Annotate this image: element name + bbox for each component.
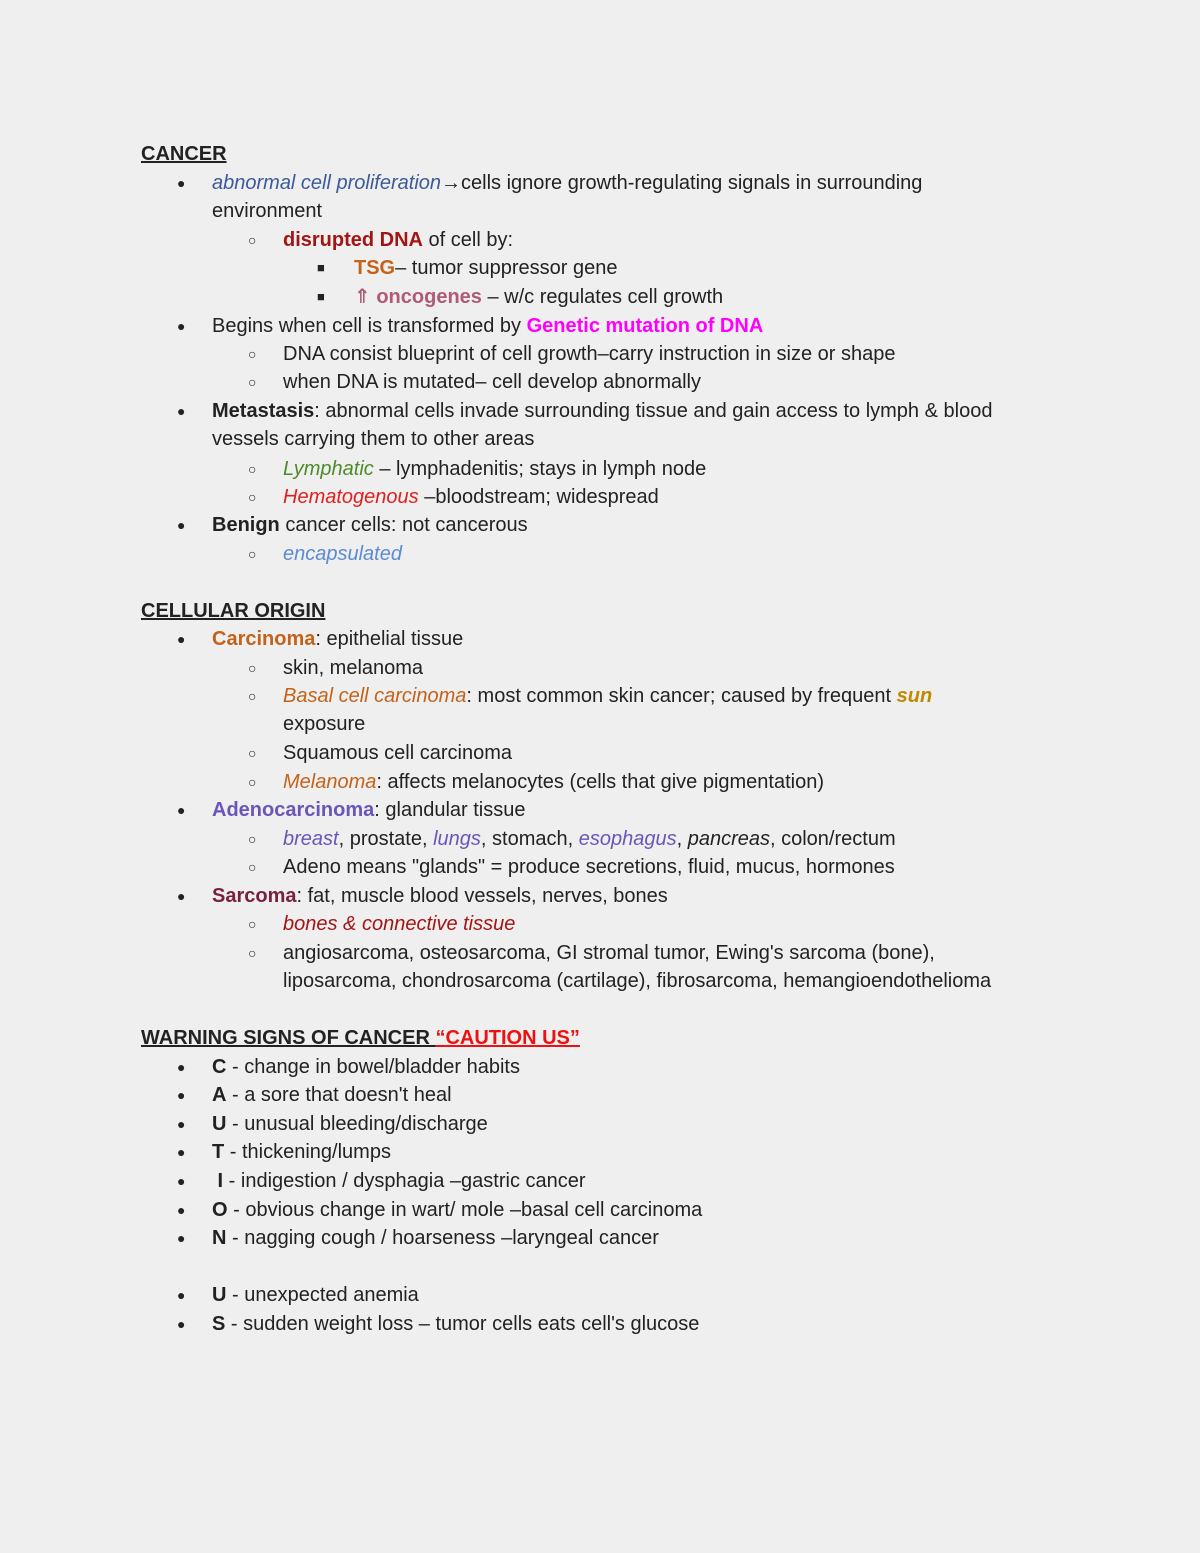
circle-bullet-icon: ○ xyxy=(248,945,257,961)
up-arrow-icon: ⇑ xyxy=(354,286,371,308)
list-item: skin, melanoma xyxy=(283,657,424,679)
list-item: when DNA is mutated– cell develop abnormally xyxy=(283,371,701,393)
term: Genetic mutation of DNA xyxy=(526,315,764,337)
term: Metastasis xyxy=(212,400,315,422)
square-bullet-icon: ■ xyxy=(317,289,325,304)
list-item xyxy=(212,1310,699,1338)
list-item xyxy=(212,169,922,197)
text: , xyxy=(676,828,688,850)
term: Carcinoma xyxy=(212,628,316,650)
bullet-icon: ● xyxy=(177,1173,186,1189)
text: - thickening/lumps xyxy=(224,1141,391,1163)
text: - obvious change in wart/ mole –basal cell carcinoma xyxy=(227,1199,703,1221)
term: lungs xyxy=(433,828,481,850)
list-item xyxy=(212,1053,520,1081)
circle-bullet-icon: ○ xyxy=(248,489,257,505)
term: Basal cell carcinoma xyxy=(283,685,467,707)
text: : affects melanocytes (cells that give pigmentation) xyxy=(376,771,825,793)
text: , stomach, xyxy=(480,828,579,850)
term: Adenocarcinoma xyxy=(212,799,375,821)
circle-bullet-icon: ○ xyxy=(248,831,257,847)
section-heading-cellular-origin: CELLULAR ORIGIN xyxy=(141,600,326,622)
list-item xyxy=(354,283,723,311)
term: breast xyxy=(283,828,339,850)
square-bullet-icon: ■ xyxy=(317,260,325,275)
term: Lymphatic xyxy=(283,458,374,480)
text: - change in bowel/bladder habits xyxy=(226,1056,520,1078)
term: esophagus xyxy=(578,828,677,850)
circle-bullet-icon: ○ xyxy=(248,745,257,761)
list-item xyxy=(212,1138,391,1166)
section-heading-warning-signs xyxy=(141,1024,580,1052)
heading-text: WARNING SIGNS OF CANCER xyxy=(141,1027,436,1049)
text: – w/c regulates cell growth xyxy=(481,286,724,308)
list-item xyxy=(212,625,463,653)
text: Begins when cell is transformed by xyxy=(212,315,527,337)
letter: O xyxy=(212,1199,228,1221)
bullet-icon: ● xyxy=(177,318,186,334)
text: : epithelial tissue xyxy=(315,628,464,650)
bullet-icon: ● xyxy=(177,1316,186,1332)
bullet-icon: ● xyxy=(177,888,186,904)
text: , prostate, xyxy=(338,828,434,850)
list-item xyxy=(283,768,824,796)
list-item-continuation: environment xyxy=(212,200,323,222)
text: - sudden weight loss – tumor cells eats cell's glucose xyxy=(225,1313,700,1335)
letter: U xyxy=(212,1284,227,1306)
letter: N xyxy=(212,1227,227,1249)
circle-bullet-icon: ○ xyxy=(248,774,257,790)
letter: A xyxy=(212,1084,227,1106)
letter: U xyxy=(212,1113,227,1135)
list-item xyxy=(212,511,528,539)
section-heading-cancer: CANCER xyxy=(141,143,227,165)
list-item xyxy=(212,397,992,425)
letter: I xyxy=(212,1170,224,1192)
bullet-icon: ● xyxy=(177,1287,186,1303)
text: - indigestion / dysphagia –gastric cancer xyxy=(223,1170,586,1192)
list-item xyxy=(212,312,763,340)
text: : fat, muscle blood vessels, nerves, bones xyxy=(296,885,668,907)
list-item-continuation: liposarcoma, chondrosarcoma (cartilage), fibrosarcoma, hemangioendothelioma xyxy=(283,970,992,992)
circle-bullet-icon: ○ xyxy=(248,232,257,248)
text: - nagging cough / hoarseness –laryngeal cancer xyxy=(226,1227,659,1249)
list-item: encapsulated xyxy=(283,543,402,565)
circle-bullet-icon: ○ xyxy=(248,859,257,875)
text: of cell by: xyxy=(423,229,514,251)
text: - a sore that doesn't heal xyxy=(226,1084,452,1106)
bullet-icon: ● xyxy=(177,403,186,419)
letter: S xyxy=(212,1313,226,1335)
term: sun xyxy=(896,685,933,707)
list-item xyxy=(354,254,617,282)
text: : glandular tissue xyxy=(374,799,526,821)
letter: C xyxy=(212,1056,227,1078)
text: – tumor suppressor gene xyxy=(395,257,618,279)
text: : most common skin cancer; caused by frequent xyxy=(466,685,897,707)
bullet-icon: ● xyxy=(177,1202,186,1218)
list-item-continuation: vessels carrying them to other areas xyxy=(212,428,535,450)
term: oncogenes xyxy=(376,286,482,308)
bullet-icon: ● xyxy=(177,1059,186,1075)
term: Melanoma xyxy=(283,771,377,793)
list-item xyxy=(212,1167,586,1195)
list-item: bones & connective tissue xyxy=(283,913,516,935)
list-item xyxy=(212,1224,659,1252)
text: →cells ignore growth-regulating signals in surrounding xyxy=(441,172,923,194)
list-item xyxy=(283,483,659,511)
bullet-icon: ● xyxy=(177,517,186,533)
text: : abnormal cells invade surrounding tissue and gain access to lymph & blood xyxy=(314,400,993,422)
text: - unusual bleeding/discharge xyxy=(226,1113,488,1135)
list-item xyxy=(212,882,668,910)
list-item xyxy=(212,1196,702,1224)
term: abnormal cell proliferation xyxy=(212,172,442,194)
bullet-icon: ● xyxy=(177,1230,186,1246)
list-item xyxy=(212,1081,452,1109)
list-item: Adeno means "glands" = produce secretions, fluid, mucus, hormones xyxy=(283,856,895,878)
list-item xyxy=(283,825,896,853)
list-item: DNA consist blueprint of cell growth–carry instruction in size or shape xyxy=(283,343,896,365)
circle-bullet-icon: ○ xyxy=(248,461,257,477)
bullet-icon: ● xyxy=(177,1144,186,1160)
bullet-icon: ● xyxy=(177,1116,186,1132)
letter: T xyxy=(212,1141,225,1163)
heading-accent: “CAUTION US” xyxy=(435,1027,580,1049)
list-item xyxy=(283,455,706,483)
list-item-continuation: exposure xyxy=(283,713,366,735)
circle-bullet-icon: ○ xyxy=(248,346,257,362)
term: Sarcoma xyxy=(212,885,297,907)
term: disrupted DNA xyxy=(283,229,423,251)
circle-bullet-icon: ○ xyxy=(248,660,257,676)
text: cancer cells: not cancerous xyxy=(279,514,528,536)
term: Benign xyxy=(212,514,280,536)
list-item xyxy=(212,796,525,824)
term: Hematogenous xyxy=(283,486,419,508)
circle-bullet-icon: ○ xyxy=(248,916,257,932)
term: pancreas xyxy=(687,828,770,850)
bullet-icon: ● xyxy=(177,1087,186,1103)
term: TSG xyxy=(354,257,396,279)
text: – lymphadenitis; stays in lymph node xyxy=(373,458,707,480)
text: –bloodstream; widespread xyxy=(418,486,659,508)
bullet-icon: ● xyxy=(177,802,186,818)
list-item xyxy=(212,1110,488,1138)
circle-bullet-icon: ○ xyxy=(248,374,257,390)
circle-bullet-icon: ○ xyxy=(248,688,257,704)
list-item: Squamous cell carcinoma xyxy=(283,742,512,764)
text: - unexpected anemia xyxy=(226,1284,419,1306)
circle-bullet-icon: ○ xyxy=(248,546,257,562)
text: , colon/rectum xyxy=(770,828,896,850)
list-item xyxy=(283,682,932,710)
list-item xyxy=(212,1281,419,1309)
bullet-icon: ● xyxy=(177,175,186,191)
list-item: angiosarcoma, osteosarcoma, GI stromal tumor, Ewing's sarcoma (bone), xyxy=(283,942,935,964)
list-item xyxy=(283,226,513,254)
bullet-icon: ● xyxy=(177,631,186,647)
